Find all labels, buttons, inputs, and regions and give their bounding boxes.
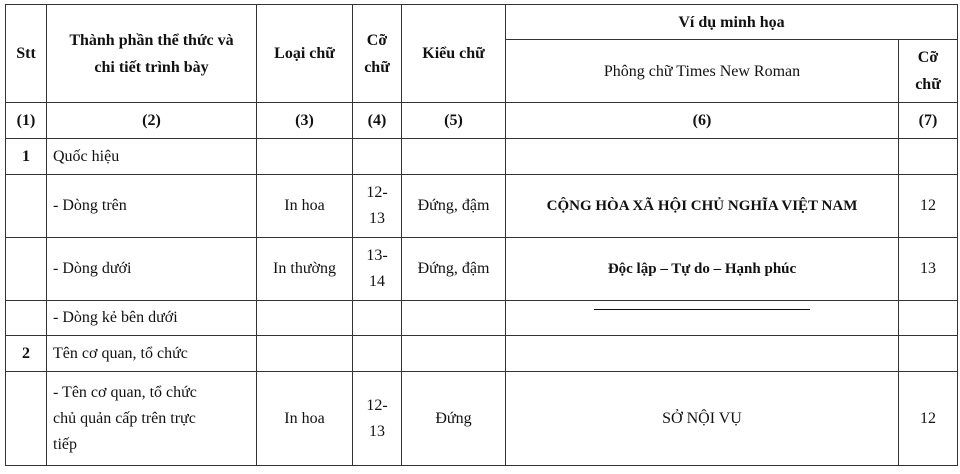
row-component: - Dòng kẻ bên dưới [47,301,257,336]
row-component: Tên cơ quan, tổ chức [47,336,257,372]
row-size-line2: 14 [369,273,385,290]
header-font-type: Loại chữ [257,5,353,103]
row-example: SỞ NỘI VỤ [506,372,899,466]
header-style: Kiểu chữ [402,5,506,103]
row-style: Đứng [402,372,506,466]
row-size-line1: 12- [366,184,388,201]
column-number: (2) [47,103,257,139]
format-spec-table [5,4,958,466]
header-component [47,5,257,103]
header-size-line1: Cỡ [366,31,388,49]
header-component-line1: Thành phần thể thức và [69,31,234,49]
header-stt: Stt [6,5,47,103]
row-size-line2: 13 [369,210,385,227]
column-number: (5) [402,103,506,139]
row-size [353,372,402,466]
header-example-size-line1: Cỡ [917,49,939,66]
column-number: (3) [257,103,353,139]
row-stt: 2 [6,336,47,372]
row-style: Đứng, đậm [402,238,506,301]
header-size-line2: chữ [364,58,390,76]
row-example-size: 12 [899,175,958,238]
table-row [6,301,958,336]
row-stt: 1 [6,139,47,175]
header-example-size-line2: chữ [915,76,941,93]
row-example-size: 13 [899,238,958,301]
row-example: Độc lập – Tự do – Hạnh phúc [506,238,899,301]
header-size [353,5,402,103]
column-number: (6) [506,103,899,139]
column-number: (7) [899,103,958,139]
header-example-font: Phông chữ Times New Roman [506,40,899,103]
column-number: (4) [353,103,402,139]
table-row [6,175,958,238]
row-font-type: In hoa [257,175,353,238]
row-size-line2: 13 [369,422,385,440]
row-font-type: In hoa [257,372,353,466]
row-size-line1: 12- [366,396,388,414]
row-size [353,238,402,301]
table-row [6,372,958,466]
row-component-line3: tiếp [53,435,77,453]
table-row [6,336,958,372]
column-number: (1) [6,103,47,139]
header-row [6,5,958,40]
row-example-rule [506,301,899,336]
row-font-type: In thường [257,238,353,301]
header-example-title: Ví dụ minh họa [506,5,958,40]
underline-rule [594,309,810,310]
row-size [353,175,402,238]
numbering-row [6,103,958,139]
row-example: CỘNG HÒA XÃ HỘI CHỦ NGHĨA VIỆT NAM [506,175,899,238]
row-component-line1: - Tên cơ quan, tổ chức [53,383,197,401]
row-component: Quốc hiệu [47,139,257,175]
row-component: - Dòng dưới [47,238,257,301]
row-size-line1: 13- [366,247,388,264]
header-example-size [899,40,958,103]
row-example-size: 12 [899,372,958,466]
row-component [47,372,257,466]
header-component-line2: chi tiết trình bày [94,58,209,76]
row-component: - Dòng trên [47,175,257,238]
row-component-line2: chủ quản cấp trên trực [53,409,196,427]
table-row [6,139,958,175]
row-style: Đứng, đậm [402,175,506,238]
table-row [6,238,958,301]
